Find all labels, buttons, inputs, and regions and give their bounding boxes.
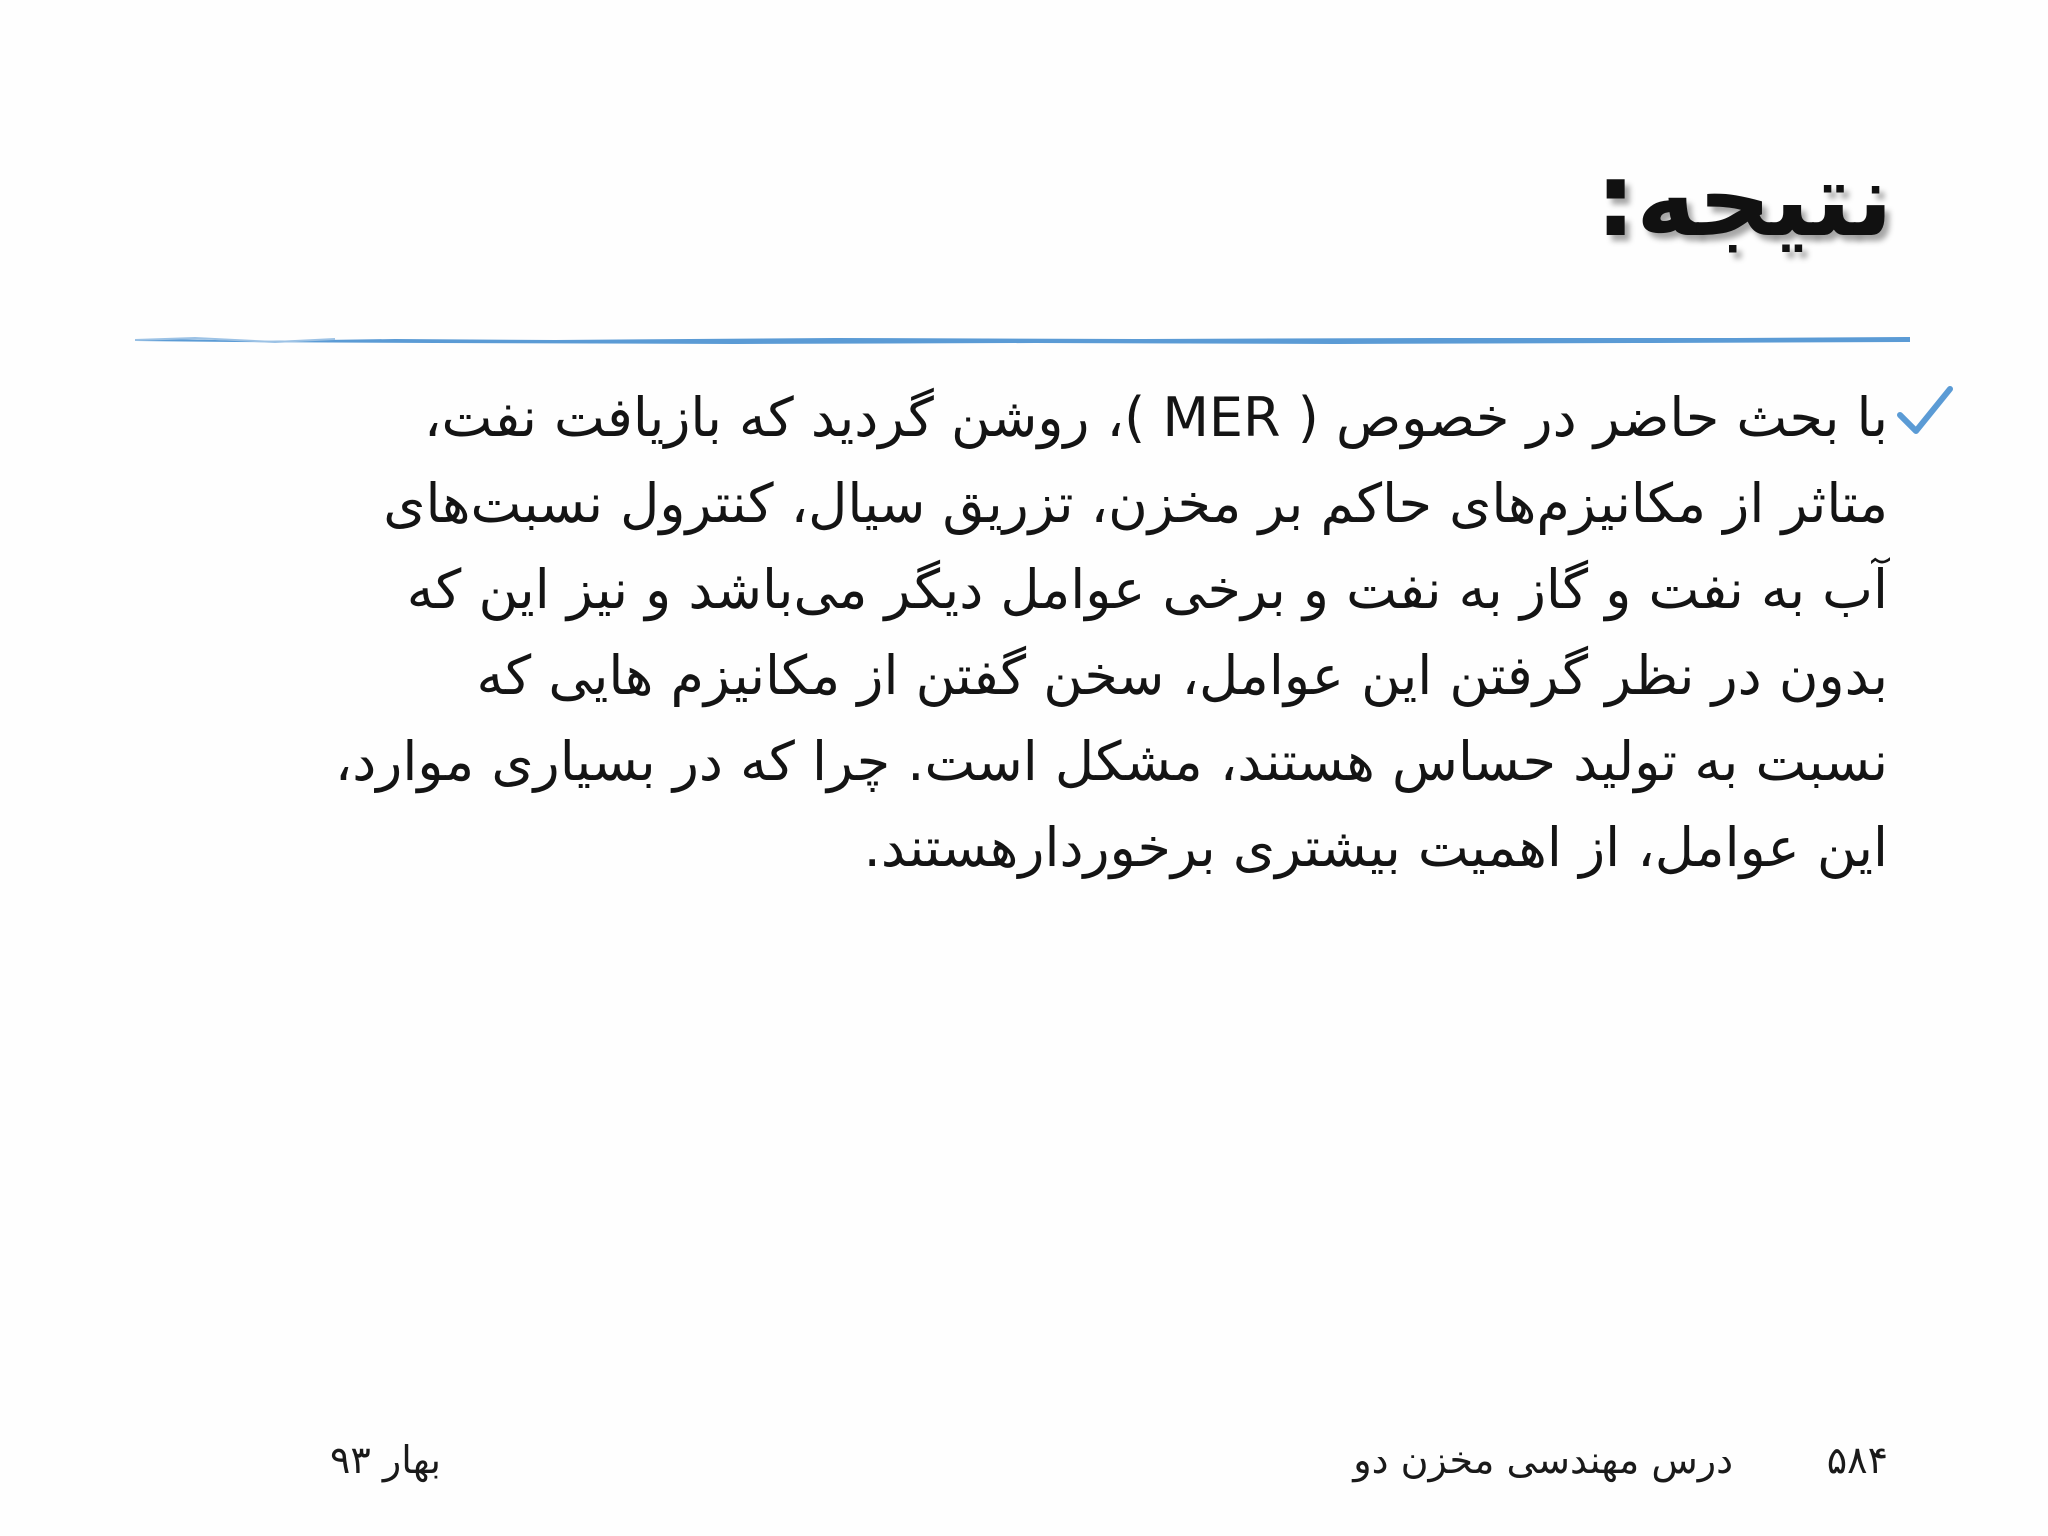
body-line-3: آب به نفت و گاز به نفت و برخی عوامل دیگر می‌باشد و نیز این که [406, 558, 1888, 621]
body-line-6: این عوامل، از اهمیت بیشتری برخوردارهستند. [863, 816, 1888, 879]
body-line-5: نسبت به تولید حساس هستند، مشکل است. چرا که در بسیاری موارد، [334, 730, 1888, 793]
footer-page-number: ۵۸۴ [1826, 1438, 1888, 1482]
footer-term: بهار ۹۳ [330, 1438, 441, 1482]
bullet-content [188, 375, 1888, 891]
checkmark-icon [1892, 379, 1956, 443]
body-line-2: متاثر از مکانیزم‌های حاکم بر مخزن، تزریق سیال، کنترول نسبت‌های [383, 472, 1888, 535]
bullet-item [188, 375, 1888, 891]
footer-course-name: درس مهندسی مخزن دو [1353, 1438, 1733, 1482]
title-divider [135, 333, 1910, 347]
slide-title: نتیجه: [1595, 141, 1893, 260]
body-line-1: با بحث حاضر در خصوص ( MER )، روشن گردید که بازیافت نفت، [424, 386, 1888, 449]
body-line-4: بدون در نظر گرفتن این عوامل، سخن گفتن از مکانیزم هایی که [476, 644, 1888, 707]
